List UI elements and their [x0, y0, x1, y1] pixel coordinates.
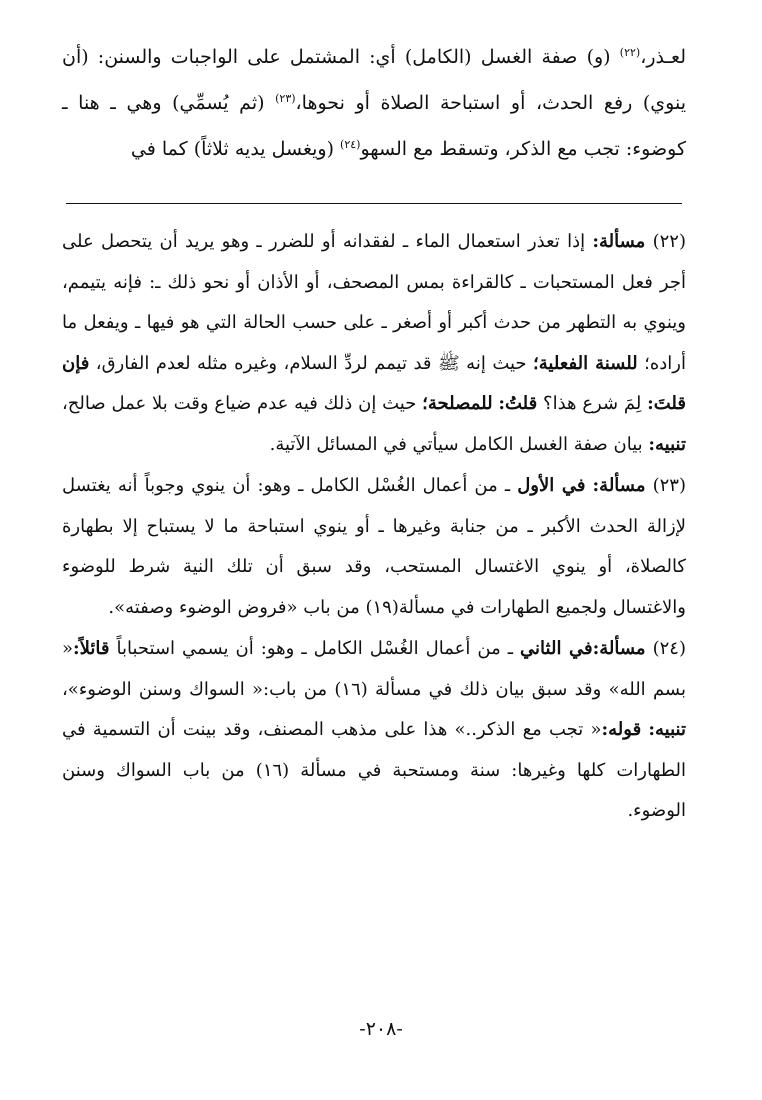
footnote-bold-term: مسألة: [592, 638, 646, 659]
main-text-block [62, 34, 686, 172]
footnote-bold-term: تنبيه: [648, 719, 686, 740]
footnote-bold-term: قائلاً: [73, 638, 110, 659]
footnote [62, 222, 686, 465]
footnote-bold-term: قوله: [601, 719, 642, 740]
footnote-bold-term: مسألة: [592, 475, 646, 496]
footnote-number: (٢٤) [652, 638, 686, 659]
footnote-text: بيان صفة الغسل الكامل سيأتي في المسائل الآتية. [269, 433, 649, 455]
footnote-separator-line [66, 203, 682, 204]
footnote-text: لِمَ شرع هذا؟ [537, 393, 648, 414]
page-number: -٢٠٨- [359, 1018, 403, 1040]
footnote-text: ـ من أعمال الغُسْل الكامل ـ وهو: أن يسمي استحباباً [109, 638, 521, 659]
footnote-text [585, 475, 592, 496]
footnotes-block [62, 222, 686, 833]
footnote-bold-term: للسنة الفعلية؛ [533, 352, 638, 374]
main-paragraph [62, 34, 686, 172]
footnote-bold-term: قلتُ: [498, 393, 538, 414]
footnote-reference: (٢٣) [275, 92, 296, 105]
footnote-text: حيث إن ذلك فيه عدم ضياع وقت بلا عمل صالح، [62, 393, 423, 414]
footnote-text: إذا تعذر استعمال الماء ـ لفقدانه أو للضرر ـ وهو يريد أن يتحصل على أجر فعل المستحبات ـ كالقراءة بمس المصحف، أو الأذان أو نحو ذلك ـ: فإنه يتيمم، وينوي به التطهر من حدث أكبر أو أصغر ـ على حسب الحالة التي هو فيها ـ ويفعل ما أراده؛ [62, 231, 687, 374]
footnote-number: (٢٣) [652, 475, 686, 496]
footnote-bold-term: فإن قلتَ: [62, 352, 686, 414]
footnote-number: (٢٢) [652, 231, 686, 252]
footnote-bold-term: في الأول [517, 475, 586, 496]
footnote-bold-term: للمصلحة؛ [422, 393, 493, 414]
footnote-bold-term: في الثاني [520, 638, 593, 659]
main-text-segment: (ثم يُسمِّي) وهي ـ هنا ـ كوضوء: تجب مع الذكر، وتسقط مع السهو [62, 92, 686, 160]
footnote-text: « بسم الله» وقد سبق بيان ذلك في مسألة (١٦) من باب:« السواك وسنن الوضوء»، [62, 638, 686, 700]
main-text-segment: (ويغسل يديه ثلاثاً) كما في [130, 138, 341, 160]
footnote-reference: (٢٤) [340, 138, 361, 151]
footnote-text: « تجب مع الذكر..» هذا على مذهب المصنف، وقد بينت أن التسمية في الطهارات كلها وغيرها: سنة ومستحبة في مسألة (١٦) من باب السواك وسنن الوضوء. [62, 719, 686, 821]
main-text-segment: لعـذر، [640, 46, 686, 68]
footnote-text: حيث إنه ﷺ قد تيمم لردِّ السلام، وغيره مثله لعدم الفارق، [89, 352, 534, 374]
footnote-bold-term: تنبيه: [648, 433, 686, 455]
footnote-reference: (٢٢) [619, 46, 641, 59]
footnote-text: ـ من أعمال الغُسْل الكامل ـ وهو: أن ينوي وجوباً أنه يغتسل لإزالة الحدث الأكبر ـ من جنابة وغيرها ـ أو ينوي استباحة ما لا يستباح إلا بطهارة كالصلاة، أو ينوي الاغتسال المستحب، وقد سبق أن تلك النية شرط للوضوء والاغتسال ولجميع الطهارات في مسألة(١٩) من باب «فروض الوضوء وصفته». [62, 475, 686, 618]
footnote [62, 466, 686, 628]
footnote [62, 629, 686, 832]
footnote-bold-term: مسألة: [592, 231, 646, 252]
main-text-segment: (و) صفة الغسل (الكامل) أي: المشتمل على الواجبات والسنن: (أن ينوي) رفع الحدث، أو استباحة الصلاة أو نحوها، [62, 46, 686, 114]
